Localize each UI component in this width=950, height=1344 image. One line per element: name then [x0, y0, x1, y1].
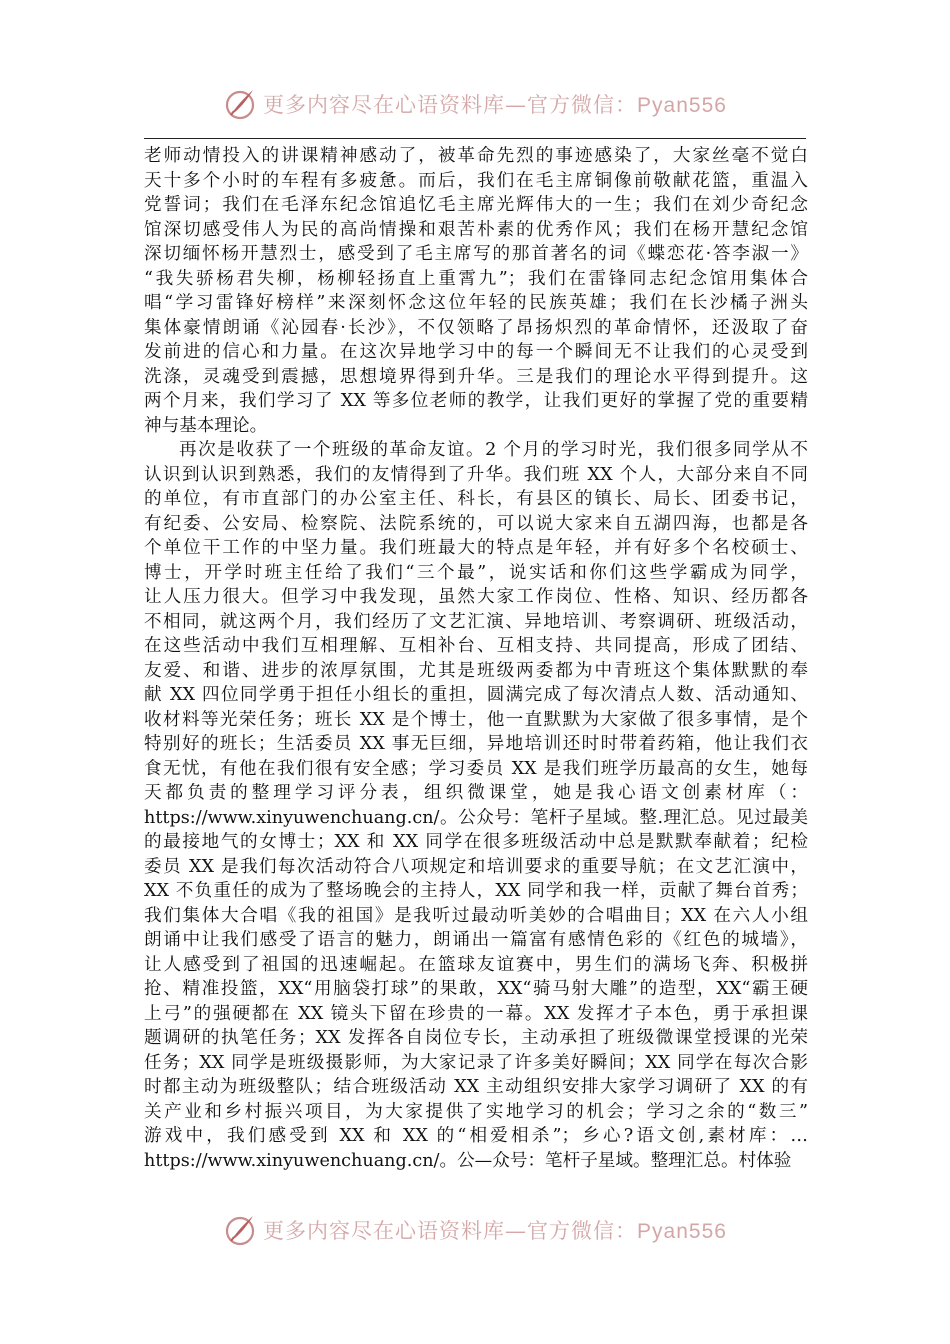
text-line: 馆深切感受伟人为民的高尚情操和艰苦朴素的优秀作风；我们在杨开慧纪念馆 — [144, 219, 808, 240]
text-line: https://www.xinyuwenchuang.cn/。公众号：笔杆子星域。整.理汇总。见过最美 — [144, 807, 808, 828]
text-line: 收材料等光荣任务；班长 XX 是个博士，他一直默默为大家做了很多事情，是个 — [144, 709, 808, 730]
text-line: 集体豪情朗诵《沁园春·长沙》，不仅领略了昂扬炽烈的革命情怀，还汲取了奋 — [144, 317, 808, 338]
document-body — [144, 144, 808, 1173]
text-line: 朗诵中让我们感受了语言的魅力，朗诵出一篇富有感情色彩的《红色的城墙》， — [144, 930, 808, 950]
text-line: 党誓词；我们在毛泽东纪念馆追忆毛主席光辉伟大的一生；我们在刘少奇纪念 — [144, 195, 808, 215]
text-line: 唱“学习雷锋好榜样”来深刻怀念这位年轻的民族英雄；我们在长沙橘子洲头 — [144, 293, 808, 313]
text-line: 关产业和乡村振兴项目，为大家提供了实地学习的机会；学习之余的“数三” — [144, 1101, 808, 1122]
footer-banner — [0, 1210, 950, 1250]
text-line: 让人感受到了祖国的迅速崛起。在篮球友谊赛中，男生们的满场飞奔、积极拼 — [144, 954, 808, 975]
text-line: 的最接地气的女博士；XX 和 XX 同学在很多班级活动中总是默默奉献着；纪检 — [144, 832, 808, 852]
text-line: 友爱、和谐、进步的浓厚氛围，尤其是班级两委都为中青班这个集体默默的奉 — [144, 660, 808, 681]
pen-quill-logo-icon — [223, 86, 259, 122]
text-line: 不相同，就这两个月，我们经历了文艺汇演、异地培训、考察调研、班级活动， — [144, 611, 808, 632]
paragraph — [144, 144, 808, 438]
text-line: 发前进的信心和力量。在这次异地学习中的每一个瞬间无不让我们的心灵受到 — [144, 342, 808, 362]
text-line: 深切缅怀杨开慧烈士，感受到了毛主席写的那首著名的词《蝶恋花·答李淑一》 — [144, 244, 808, 264]
text-line: 神与基本理论。 — [144, 415, 268, 436]
text-line: 再次是收获了一个班级的革命友谊。2 个月的学习时光，我们很多同学从不 — [179, 440, 808, 460]
text-line: https://www.xinyuwenchuang.cn/。公—众号：笔杆子星域。整理汇总。村体验 — [144, 1150, 792, 1171]
text-line: 老师动情投入的讲课精神感动了，被革命先烈的事迹感染了，大家丝毫不觉白 — [144, 146, 808, 166]
footer-banner-text: 更多内容尽在心语资料库—官方微信：Pyan556 — [263, 1219, 727, 1243]
header-rule — [144, 138, 806, 139]
text-line: 的单位，有市直部门的办公室主任、科长，有县区的镇长、局长、团委书记， — [144, 489, 808, 509]
header-banner-text: 更多内容尽在心语资料库—官方微信：Pyan556 — [263, 93, 727, 117]
header-banner — [0, 84, 950, 124]
text-line: 两个月来，我们学习了 XX 等多位老师的教学，让我们更好的掌握了党的重要精 — [144, 391, 808, 411]
text-line: 任务；XX 同学是班级摄影师，为大家记录了许多美好瞬间；XX 同学在每次合影 — [144, 1052, 808, 1073]
text-line: “我失骄杨君失柳，杨柳轻扬直上重霄九”；我们在雷锋同志纪念馆用集体合 — [144, 268, 808, 289]
text-line: 让人压力很大。但学习中我发现，虽然大家工作岗位、性格、知识、经历都各 — [144, 587, 808, 607]
text-line: 委员 XX 是我们每次活动符合八项规定和培训要求的重要导航；在文艺汇演中， — [144, 856, 808, 877]
text-line: 认识到认识到熟悉，我们的友情得到了升华。我们班 XX 个人，大部分来自不同 — [144, 464, 808, 485]
text-line: 洗涤，灵魂受到震撼，思想境界得到升华。三是我们的理论水平得到提升。这 — [144, 366, 808, 387]
text-line: 题调研的执笔任务；XX 发挥各自岗位专长，主动承担了班级微课堂授课的光荣 — [144, 1028, 808, 1048]
text-line: 有纪委、公安局、检察院、法院系统的，可以说大家来自五湖四海，也都是各 — [144, 513, 808, 534]
text-line: 献 XX 四位同学勇于担任小组长的重担，圆满完成了每次清点人数、活动通知、 — [144, 685, 808, 705]
text-line: 博士，开学时班主任给了我们“三个最”，说实话和你们这些学霸成为同学， — [144, 562, 808, 583]
text-line: 抢、精准投篮，XX“用脑袋打球”的果敢，XX“骑马射大雕”的造型，XX“霸王硬 — [144, 979, 808, 999]
pen-quill-logo-icon — [223, 1212, 259, 1248]
text-line: 天十多个小时的车程有多疲惫。而后，我们在毛主席铜像前敬献花篮，重温入 — [144, 170, 808, 191]
text-line: 特别好的班长；生活委员 XX 事无巨细，异地培训还时时带着药箱，他让我们衣 — [144, 734, 808, 754]
text-line: 我们集体大合唱《我的祖国》是我听过最动听美妙的合唱曲目；XX 在六人小组 — [144, 905, 808, 926]
text-line: 天都负责的整理学习评分表，组织微课堂，她是我心语文创素材库（： — [144, 783, 808, 803]
text-line: XX 不负重任的成为了整场晚会的主持人，XX 同学和我一样，贡献了舞台首秀； — [144, 881, 808, 901]
text-line: 上弓”的强硬都在 XX 镜头下留在珍贵的一幕。XX 发挥才子本色，勇于承担课 — [144, 1003, 808, 1024]
text-line: 游戏中，我们感受到 XX 和 XX 的“相爱相杀”；乡心?语文创,素材库：… — [144, 1126, 808, 1146]
text-line: 个单位干工作的中坚力量。我们班最大的特点是年轻，并有好多个名校硕士、 — [144, 538, 808, 558]
text-line: 时都主动为班级整队；结合班级活动 XX 主动组织安排大家学习调研了 XX 的有 — [144, 1077, 808, 1097]
paragraph — [144, 438, 808, 1173]
text-line: 在这些活动中我们互相理解、互相补台、互相支持、共同提高，形成了团结、 — [144, 636, 808, 656]
text-line: 食无忧，有他在我们很有安全感；学习委员 XX 是我们班学历最高的女生，她每 — [144, 758, 808, 779]
